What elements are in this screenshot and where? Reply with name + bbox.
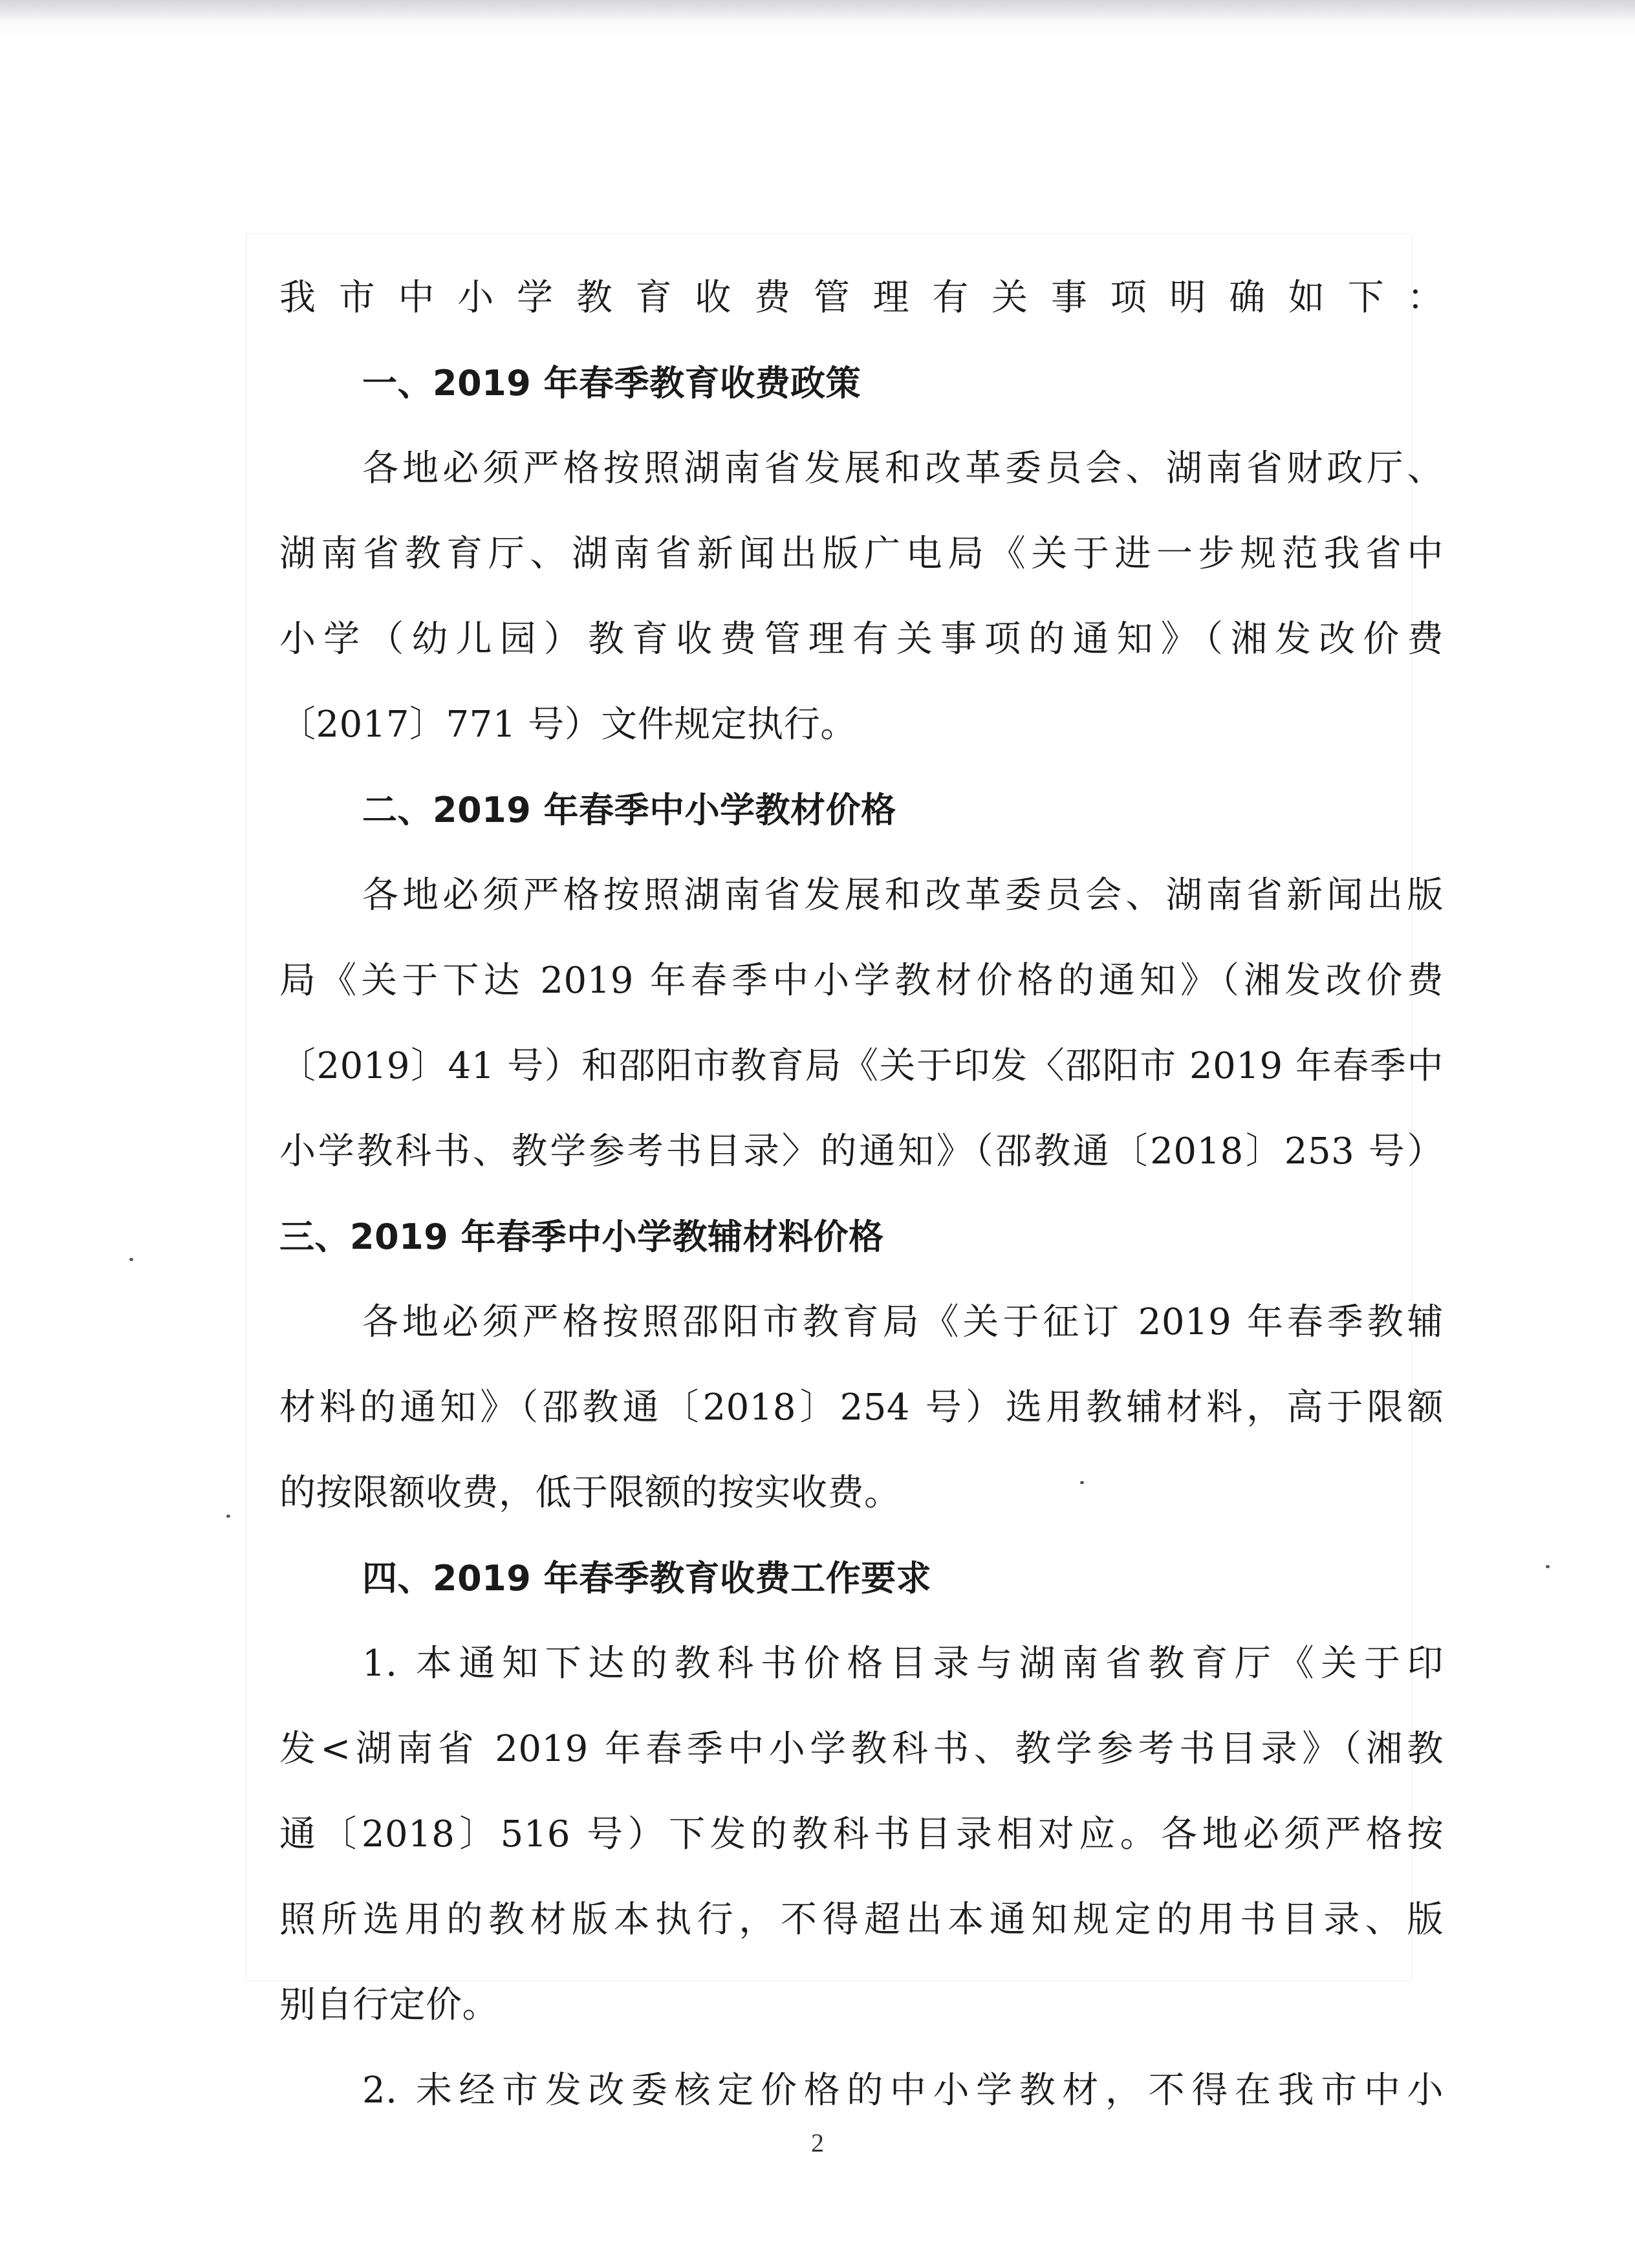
paragraph-line: 小学（幼儿园）教育收费管理有关事项的通知》（湘发改价费 (279, 618, 1444, 660)
paragraph-line: 2. 未经市发改委核定价格的中小学教材，不得在我市中小 (362, 2069, 1444, 2111)
section-heading-1: 一、2019 年春季教育收费政策 (362, 363, 861, 404)
scan-speck (129, 1258, 133, 1261)
paragraph-line: 湖南省教育厅、湖南省新闻出版广电局《关于进一步规范我省中 (279, 533, 1444, 575)
section-heading-3: 三、2019 年春季中小学教辅材料价格 (279, 1216, 884, 1257)
paragraph-line: 局《关于下达 2019 年春季中小学教材价格的通知》（湘发改价费 (279, 960, 1444, 1002)
scan-speck (226, 1515, 230, 1518)
paragraph-line: 材料的通知》（邵教通〔2018〕254 号）选用教辅材料，高于限额 (279, 1387, 1444, 1429)
scan-shadow (0, 0, 1635, 22)
paragraph-line: 1. 本通知下达的教科书价格目录与湖南省教育厅《关于印 (362, 1643, 1444, 1685)
paragraph-line: 通〔2018〕516 号）下发的教科书目录相对应。各地必须严格按 (279, 1813, 1444, 1855)
scan-speck (1080, 1481, 1084, 1484)
paragraph-line: 的按限额收费，低于限额的按实收费。 (279, 1472, 901, 1514)
paragraph-line: 〔2019〕41 号）和邵阳市教育局《关于印发〈邵阳市 2019 年春季中 (279, 1045, 1444, 1087)
document-body (279, 255, 1444, 2133)
paragraph-line: 〔2017〕771 号）文件规定执行。 (279, 704, 857, 746)
page-number: 2 (811, 2128, 824, 2157)
paragraph-line: 照所选用的教材版本执行，不得超出本通知规定的用书目录、版 (279, 1899, 1444, 1941)
paragraph-line: 小学教科书、教学参考书目录〉的通知》（邵教通〔2018〕253 号） (279, 1130, 1444, 1172)
paragraph-line: 别自行定价。 (279, 1984, 499, 2026)
paragraph-line: 各地必须严格按照邵阳市教育局《关于征订 2019 年春季教辅 (362, 1301, 1444, 1343)
paragraph-line: 各地必须严格按照湖南省发展和改革委员会、湖南省财政厅、 (362, 448, 1444, 490)
paragraph-line: 各地必须严格按照湖南省发展和改革委员会、湖南省新闻出版 (362, 874, 1444, 916)
section-heading-2: 二、2019 年春季中小学教材价格 (362, 790, 896, 830)
intro-line: 我市中小学教育收费管理有关事项明确如下： (279, 277, 1444, 319)
paragraph-line: 发<湖南省 2019 年春季中小学教科书、教学参考书目录》（湘教 (279, 1728, 1444, 1770)
section-heading-4: 四、2019 年春季教育收费工作要求 (362, 1558, 932, 1599)
scan-speck (1546, 1565, 1550, 1568)
